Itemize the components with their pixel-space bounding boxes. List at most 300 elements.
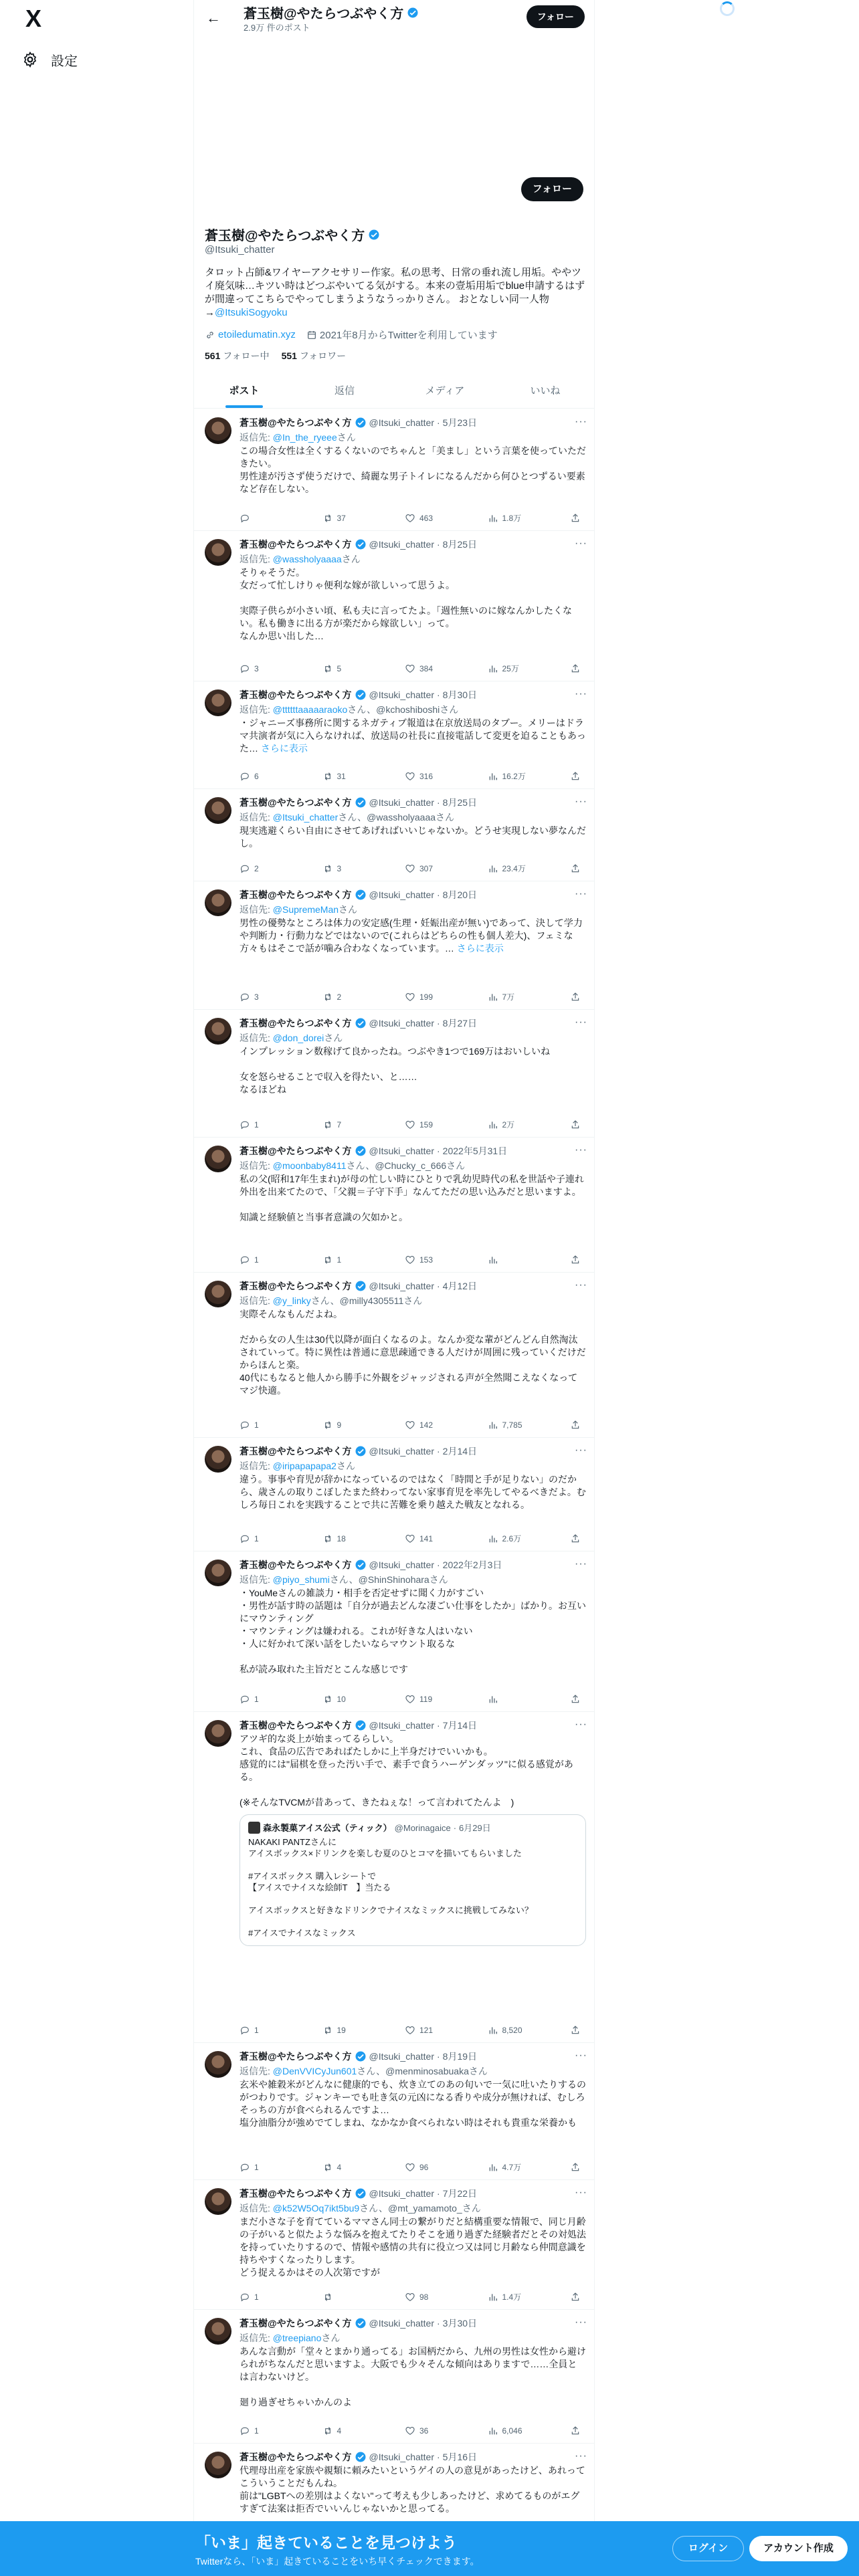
reply-icon bbox=[240, 663, 250, 674]
like-count: 119 bbox=[419, 1695, 433, 1704]
tweet-date[interactable]: 5月16日 bbox=[442, 2452, 478, 2462]
settings-nav-item[interactable] bbox=[15, 43, 84, 76]
verified-badge-icon bbox=[407, 7, 419, 19]
like-button[interactable] bbox=[405, 1255, 445, 1265]
tweet-header bbox=[240, 1279, 586, 1293]
tweet-date[interactable]: 2月14日 bbox=[442, 1446, 478, 1457]
views-button[interactable] bbox=[488, 991, 528, 1002]
tweet-date[interactable]: 8月30日 bbox=[442, 689, 478, 700]
avatar[interactable] bbox=[205, 1720, 231, 1747]
reply-mention[interactable]: @treepiano bbox=[272, 2333, 322, 2343]
quoted-tweet[interactable] bbox=[240, 1814, 586, 1946]
author-handle[interactable]: @Itsuki_chatter bbox=[369, 1281, 434, 1291]
followers-link[interactable] bbox=[282, 349, 347, 362]
share-button[interactable] bbox=[570, 863, 581, 874]
avatar[interactable] bbox=[205, 2188, 231, 2215]
tweet-actions bbox=[240, 1533, 581, 1544]
author-name[interactable]: 蒼玉樹@やたらつぶやく方 bbox=[240, 1146, 352, 1156]
like-button[interactable] bbox=[405, 512, 445, 524]
like-button[interactable] bbox=[405, 1533, 445, 1544]
like-button[interactable] bbox=[405, 2291, 445, 2302]
avatar[interactable] bbox=[205, 689, 231, 716]
tab-posts[interactable]: ポスト bbox=[194, 373, 294, 408]
view-count: 1.8万 bbox=[502, 514, 522, 523]
views-button[interactable] bbox=[488, 512, 528, 524]
tweet-body bbox=[240, 1558, 586, 1676]
header-name-row bbox=[244, 3, 419, 22]
reply-prefix: 返信先: bbox=[240, 2066, 270, 2076]
reply-prefix: 返信先: bbox=[240, 904, 270, 915]
reply-prefix: 返信先: bbox=[240, 1295, 270, 1306]
share-button[interactable] bbox=[570, 512, 581, 524]
author-name[interactable]: 蒼玉樹@やたらつぶやく方 bbox=[240, 689, 352, 700]
share-button[interactable] bbox=[570, 2161, 581, 2173]
quote-date: 6月29日 bbox=[459, 1822, 491, 1833]
tweet-text bbox=[240, 445, 586, 496]
left-sidebar bbox=[0, 0, 193, 2576]
login-button[interactable]: ログイン bbox=[672, 2536, 744, 2561]
avatar[interactable] bbox=[205, 2051, 231, 2078]
tweet-actions bbox=[240, 2291, 581, 2302]
views-button[interactable] bbox=[488, 1694, 528, 1705]
reply-button[interactable] bbox=[240, 863, 280, 874]
tweet-header bbox=[240, 796, 586, 809]
more-options-icon[interactable]: ··· bbox=[575, 1444, 587, 1456]
views-button[interactable] bbox=[488, 2291, 528, 2302]
profile-meta bbox=[205, 328, 498, 342]
more-options-icon[interactable]: ··· bbox=[575, 2050, 587, 2061]
share-button[interactable] bbox=[570, 2291, 581, 2302]
author-handle[interactable]: @Itsuki_chatter bbox=[369, 2188, 434, 2199]
signup-button[interactable]: アカウント作成 bbox=[749, 2536, 848, 2561]
tweet-body bbox=[240, 2317, 586, 2409]
verified-badge-icon bbox=[355, 2317, 367, 2329]
reply-mention[interactable]: @iripapapapa2 bbox=[272, 1461, 337, 1471]
reply-suffix: さん、@milly4305511さん bbox=[310, 1295, 423, 1306]
tweet[interactable] bbox=[194, 2043, 595, 2180]
like-button[interactable] bbox=[405, 991, 445, 1002]
share-button[interactable] bbox=[570, 1119, 581, 1130]
like-count: 142 bbox=[419, 1420, 434, 1430]
more-options-icon[interactable]: ··· bbox=[575, 416, 587, 427]
tweet-text-content: アツギ的な炎上が始まってるらしい。 これ、食品の広告であればたしかに上半身だけでいいかも。 感覚的には"届棋を登った汚い手で、素手で食うハーゲンダッツ"に似る感覚がある。 (※そんなTVCMが昔あって、きたねぇな！って言われてたんよ ) bbox=[240, 1733, 573, 1808]
retweet-button[interactable] bbox=[322, 1119, 363, 1130]
author-name[interactable]: 蒼玉樹@やたらつぶやく方 bbox=[240, 889, 352, 900]
like-count: 36 bbox=[419, 2426, 429, 2436]
retweet-button[interactable] bbox=[322, 2291, 363, 2302]
tweet-actions bbox=[240, 663, 581, 674]
retweet-button[interactable] bbox=[322, 663, 363, 674]
reply-button[interactable] bbox=[240, 1694, 280, 1705]
avatar[interactable] bbox=[205, 1146, 231, 1172]
reply-button[interactable] bbox=[240, 2426, 280, 2436]
views-button[interactable] bbox=[488, 770, 528, 782]
views-button[interactable] bbox=[488, 1255, 528, 1265]
more-options-icon[interactable]: ··· bbox=[575, 1016, 587, 1028]
like-button[interactable] bbox=[405, 663, 445, 674]
retweet-icon bbox=[322, 992, 333, 1002]
reply-context bbox=[240, 2331, 586, 2345]
views-button[interactable] bbox=[488, 663, 528, 674]
share-icon bbox=[570, 1255, 581, 1265]
tweet-body bbox=[240, 1719, 586, 1946]
reply-count: 3 bbox=[254, 992, 259, 1002]
tweet[interactable] bbox=[194, 1138, 595, 1273]
views-chart-icon bbox=[488, 513, 498, 524]
profile-name: 蒼玉樹@やたらつぶやく方 bbox=[205, 229, 365, 243]
views-button[interactable] bbox=[488, 2025, 528, 2036]
retweet-icon bbox=[322, 663, 333, 674]
author-name[interactable]: 蒼玉樹@やたらつぶやく方 bbox=[240, 2318, 352, 2329]
following-label: フォロー中 bbox=[223, 350, 270, 361]
author-name[interactable]: 蒼玉樹@やたらつぶやく方 bbox=[240, 1720, 352, 1731]
reply-mention[interactable]: @DenVVICyJun601 bbox=[272, 2066, 357, 2076]
tweet-text bbox=[240, 2345, 586, 2409]
share-button[interactable] bbox=[570, 2426, 581, 2436]
tweet[interactable] bbox=[194, 1273, 595, 1438]
tweet-date[interactable]: 8月25日 bbox=[442, 797, 478, 808]
author-name[interactable]: 蒼玉樹@やたらつぶやく方 bbox=[240, 1446, 352, 1457]
more-options-icon[interactable]: ··· bbox=[575, 2450, 587, 2462]
reply-suffix: さん bbox=[339, 904, 358, 915]
like-count: 141 bbox=[419, 1533, 434, 1543]
more-options-icon[interactable]: ··· bbox=[575, 538, 587, 549]
author-name[interactable]: 蒼玉樹@やたらつぶやく方 bbox=[240, 417, 352, 428]
share-button[interactable] bbox=[570, 1694, 581, 1705]
author-handle[interactable]: @Itsuki_chatter bbox=[369, 2051, 434, 2062]
views-chart-icon bbox=[488, 2162, 498, 2173]
like-heart-icon bbox=[405, 513, 415, 524]
view-count: 4.7万 bbox=[502, 2163, 522, 2172]
author-handle[interactable]: @Itsuki_chatter bbox=[369, 1018, 434, 1029]
more-options-icon[interactable]: ··· bbox=[575, 888, 587, 899]
retweet-button[interactable] bbox=[322, 1694, 363, 1705]
more-options-icon[interactable]: ··· bbox=[575, 2187, 587, 2198]
tweet[interactable] bbox=[194, 789, 595, 881]
tweet-text-content: 男性の優勢なところは体力の安定感(生理・妊娠出産が無い)であって、決して学力や判断力・行動力などではないので(これらはどちらの性も個人差大)、フェミな方々もはそこで話が噛み合わなくなっています。… bbox=[240, 918, 583, 954]
views-button[interactable] bbox=[488, 2426, 528, 2436]
header-follow-button[interactable]: フォロー bbox=[527, 5, 585, 28]
reply-button[interactable] bbox=[240, 2291, 280, 2302]
author-handle[interactable]: @Itsuki_chatter bbox=[369, 797, 434, 808]
retweet-button[interactable] bbox=[322, 2426, 363, 2436]
more-options-icon[interactable]: ··· bbox=[575, 2317, 587, 2328]
avatar[interactable] bbox=[205, 1560, 231, 1586]
retweet-button[interactable] bbox=[322, 863, 363, 874]
like-button[interactable] bbox=[405, 863, 445, 874]
share-button[interactable] bbox=[570, 2025, 581, 2036]
reply-mention[interactable]: @SupremeMan bbox=[272, 904, 339, 915]
quote-author-handle: @Morinagaice bbox=[394, 1822, 451, 1833]
view-count: 8,520 bbox=[502, 2026, 522, 2035]
retweet-button[interactable] bbox=[322, 1420, 363, 1430]
tweet-actions bbox=[240, 1119, 581, 1130]
retweet-icon bbox=[322, 1533, 333, 1544]
tweet-body bbox=[240, 538, 586, 643]
tweet-date[interactable]: 5月23日 bbox=[442, 417, 478, 428]
reply-icon bbox=[240, 2292, 250, 2302]
tweet-date[interactable]: 7月22日 bbox=[442, 2188, 478, 2199]
tweet-text bbox=[240, 825, 586, 850]
like-button[interactable] bbox=[405, 2426, 445, 2436]
avatar[interactable] bbox=[205, 797, 231, 824]
tweet-text-content: この場合女性は全くするくないのでちゃんと「美まし」という言葉を使っていただきたい。 男性達が汚さず使うだけで、綺麗な男子トイレになるんだから何ひとつずるい要素など存在しない。 bbox=[240, 445, 586, 494]
like-button[interactable] bbox=[405, 2025, 445, 2036]
like-count: 159 bbox=[419, 1119, 434, 1130]
reply-button[interactable] bbox=[240, 1420, 280, 1430]
prompt-title: 「いま」起きていることを見つけよう bbox=[195, 2534, 457, 2551]
header-name: 蒼玉樹@やたらつぶやく方 bbox=[244, 7, 404, 21]
tweet[interactable] bbox=[194, 2310, 595, 2444]
tweet-actions bbox=[240, 2025, 581, 2036]
tweet-text-content: ・YouMeさんの雑談力・相手を否定せずに聞く力がすごい ・男性が話す時の話題は「自分が過去どんな凄ごい仕事をしたか」ばかり。お互いにマウンティング ・マウンティングは嫌われる。これが好きな人はいない ・人に好かれて深い話をしたいならマウント取るな 私が読み取れた主旨だとこんな感じです bbox=[240, 1588, 586, 1675]
reply-mention[interactable]: @piyo_shumi bbox=[272, 1574, 330, 1585]
reply-suffix: さん、@ShinShinoharaさん bbox=[329, 1574, 448, 1585]
view-count: 16.2万 bbox=[502, 772, 526, 781]
like-heart-icon bbox=[405, 2292, 415, 2302]
reply-mention[interactable]: @wassholyaaaa bbox=[272, 554, 342, 564]
x-logo[interactable]: X bbox=[25, 5, 41, 32]
retweet-button[interactable] bbox=[322, 2025, 363, 2036]
like-button[interactable] bbox=[405, 1119, 445, 1130]
share-button[interactable] bbox=[570, 663, 581, 674]
views-button[interactable] bbox=[488, 1533, 528, 1544]
like-button[interactable] bbox=[405, 770, 445, 782]
retweet-button[interactable] bbox=[322, 2161, 363, 2173]
view-count: 1.4万 bbox=[502, 2292, 522, 2302]
bio-link[interactable]: @ItsukiSogyoku bbox=[215, 307, 288, 318]
share-button[interactable] bbox=[570, 770, 581, 782]
author-handle[interactable]: @Itsuki_chatter bbox=[369, 889, 434, 900]
retweet-icon bbox=[322, 1255, 333, 1265]
like-button[interactable] bbox=[405, 1694, 445, 1705]
author-name[interactable]: 蒼玉樹@やたらつぶやく方 bbox=[240, 2188, 352, 2199]
tweet-date[interactable]: 8月25日 bbox=[442, 539, 478, 550]
verified-badge-icon bbox=[355, 1280, 367, 1292]
back-arrow-icon[interactable]: ← bbox=[206, 9, 221, 26]
tweet-date[interactable]: 8月27日 bbox=[442, 1018, 478, 1029]
dot-separator: · bbox=[437, 1146, 440, 1156]
reply-button[interactable] bbox=[240, 663, 280, 674]
reply-mention[interactable]: @In_the_ryeee bbox=[272, 432, 337, 443]
like-heart-icon bbox=[405, 863, 415, 874]
tweet-actions bbox=[240, 1420, 581, 1430]
retweet-icon bbox=[322, 771, 333, 782]
tweet[interactable] bbox=[194, 531, 595, 681]
show-more-link[interactable]: さらに表示 bbox=[260, 743, 308, 754]
more-options-icon[interactable]: ··· bbox=[575, 796, 587, 807]
author-handle[interactable]: @Itsuki_chatter bbox=[369, 689, 434, 700]
reply-context bbox=[240, 1459, 586, 1473]
retweet-button[interactable] bbox=[322, 1533, 363, 1544]
share-icon bbox=[570, 1420, 581, 1430]
tweet-date[interactable]: 2022年5月31日 bbox=[442, 1146, 508, 1156]
retweet-button[interactable] bbox=[322, 512, 363, 524]
views-chart-icon bbox=[488, 1420, 498, 1430]
tweet-date[interactable]: 7月14日 bbox=[442, 1720, 478, 1731]
avatar[interactable] bbox=[205, 889, 231, 916]
reply-button[interactable] bbox=[240, 2025, 280, 2036]
followers-count: 551 bbox=[281, 350, 297, 361]
like-button[interactable] bbox=[405, 2161, 445, 2173]
avatar[interactable] bbox=[205, 539, 231, 566]
reply-button[interactable] bbox=[240, 991, 280, 1002]
like-button[interactable] bbox=[405, 1420, 445, 1430]
views-button[interactable] bbox=[488, 1420, 528, 1430]
author-handle[interactable]: @Itsuki_chatter bbox=[369, 2452, 434, 2462]
reply-button[interactable] bbox=[240, 1255, 280, 1265]
reply-mention[interactable]: @don_dorei bbox=[272, 1033, 324, 1043]
author-handle[interactable]: @Itsuki_chatter bbox=[369, 1720, 434, 1731]
tweet-date[interactable]: 2022年2月3日 bbox=[442, 1560, 502, 1570]
tweet[interactable] bbox=[194, 681, 595, 789]
author-name[interactable]: 蒼玉樹@やたらつぶやく方 bbox=[240, 797, 352, 808]
tweet[interactable] bbox=[194, 2180, 595, 2310]
views-button[interactable] bbox=[488, 1119, 528, 1130]
more-options-icon[interactable]: ··· bbox=[575, 1279, 587, 1291]
tweet-text-content: ・ジャニーズ事務所に関するネガティブ報道は在京放送局のタブー。メリーはドラマ共演者が気に入らなければ、放送局の社長に直接電話して変更を迫ることもあった… bbox=[240, 718, 586, 754]
share-button[interactable] bbox=[570, 1420, 581, 1430]
tweet-body bbox=[240, 2450, 586, 2515]
retweet-count: 31 bbox=[337, 771, 346, 781]
tweet[interactable] bbox=[194, 1712, 595, 2043]
tweet-text bbox=[240, 1045, 586, 1096]
avatar[interactable] bbox=[205, 1018, 231, 1045]
reply-mention[interactable]: @ttttttaaaaaraoko bbox=[272, 704, 348, 715]
reply-button[interactable] bbox=[240, 512, 280, 524]
tweet-text bbox=[240, 717, 586, 755]
views-chart-icon bbox=[488, 1255, 498, 1265]
tweet-date[interactable]: 3月30日 bbox=[442, 2318, 478, 2329]
author-handle[interactable]: @Itsuki_chatter bbox=[369, 1446, 434, 1457]
following-count: 561 bbox=[205, 350, 221, 361]
following-link[interactable] bbox=[205, 349, 270, 362]
author-handle[interactable]: @Itsuki_chatter bbox=[369, 1146, 434, 1156]
more-options-icon[interactable]: ··· bbox=[575, 1719, 587, 1730]
reply-button[interactable] bbox=[240, 770, 280, 782]
reply-button[interactable] bbox=[240, 2161, 280, 2173]
share-button[interactable] bbox=[570, 991, 581, 1002]
like-count: 98 bbox=[419, 2292, 429, 2302]
tweet-text-content: 玄米や雑穀米がどんなに健康的でも、炊き立てのあの旬いで一気に吐いたりするのがつわりです。ジャンキーでも吐き気の元凶になる香りや成分が無ければ、むしろそっちの方が食べられるんですよ… 塩分油脂分が強めでてしまね、なかなか食べられない時はそれも貴重な栄養かも bbox=[240, 2079, 586, 2128]
author-handle[interactable]: @Itsuki_chatter bbox=[369, 417, 434, 428]
tab-replies[interactable]: 返信 bbox=[334, 385, 355, 397]
website-link[interactable]: etoiledumatin.xyz bbox=[218, 329, 296, 340]
reply-mention[interactable]: @y_linky bbox=[272, 1295, 311, 1306]
views-chart-icon bbox=[488, 771, 498, 782]
reply-mention[interactable]: @moonbaby8411 bbox=[272, 1160, 347, 1171]
reply-button[interactable] bbox=[240, 1533, 280, 1544]
share-button[interactable] bbox=[570, 1255, 581, 1265]
reply-suffix: さん bbox=[321, 2333, 341, 2343]
tweet-header bbox=[240, 1016, 586, 1030]
link-icon bbox=[205, 330, 215, 340]
reply-count: 1 bbox=[254, 2026, 259, 2035]
tweet[interactable] bbox=[194, 1438, 595, 1551]
avatar[interactable] bbox=[205, 1446, 231, 1473]
tab-likes[interactable]: いいね bbox=[530, 385, 561, 397]
retweet-icon bbox=[322, 1694, 333, 1705]
tab-media[interactable]: メディア bbox=[425, 385, 465, 397]
calendar-icon bbox=[306, 330, 317, 340]
verified-badge-icon bbox=[355, 417, 367, 429]
retweet-icon bbox=[322, 2292, 333, 2302]
author-name[interactable]: 蒼玉樹@やたらつぶやく方 bbox=[240, 1018, 352, 1029]
avatar[interactable] bbox=[205, 1281, 231, 1307]
view-count: 25万 bbox=[502, 664, 519, 673]
author-name[interactable]: 蒼玉樹@やたらつぶやく方 bbox=[240, 539, 352, 550]
reply-prefix: 返信先: bbox=[240, 704, 270, 715]
more-options-icon[interactable]: ··· bbox=[575, 1558, 587, 1570]
settings-label: 設定 bbox=[51, 53, 78, 69]
tweet-actions bbox=[240, 991, 581, 1002]
tweet[interactable] bbox=[194, 409, 595, 531]
avatar[interactable] bbox=[205, 417, 231, 444]
tweet[interactable] bbox=[194, 1010, 595, 1138]
views-button[interactable] bbox=[488, 2161, 528, 2173]
author-handle[interactable]: @Itsuki_chatter bbox=[369, 539, 434, 550]
tweet-date[interactable]: 8月20日 bbox=[442, 889, 478, 900]
reply-button[interactable] bbox=[240, 1119, 280, 1130]
retweet-icon bbox=[322, 2162, 333, 2173]
author-name[interactable]: 蒼玉樹@やたらつぶやく方 bbox=[240, 1560, 352, 1570]
views-button[interactable] bbox=[488, 863, 528, 874]
tweet-text bbox=[240, 566, 586, 643]
retweet-icon bbox=[322, 2426, 333, 2436]
reply-icon bbox=[240, 1533, 250, 1544]
verified-badge-icon bbox=[355, 796, 367, 809]
reply-prefix: 返信先: bbox=[240, 1461, 270, 1471]
top-bar bbox=[194, 0, 595, 35]
tweet-actions bbox=[240, 863, 581, 874]
author-handle[interactable]: @Itsuki_chatter bbox=[369, 1560, 434, 1570]
tweet-date[interactable]: 8月19日 bbox=[442, 2051, 478, 2062]
tweet[interactable] bbox=[194, 881, 595, 1010]
reply-context bbox=[240, 1573, 586, 1586]
view-count: 7万 bbox=[502, 992, 515, 1002]
reply-prefix: 返信先: bbox=[240, 1574, 270, 1585]
tweet[interactable] bbox=[194, 1551, 595, 1712]
avatar[interactable] bbox=[205, 2318, 231, 2345]
share-button[interactable] bbox=[570, 1533, 581, 1544]
tweet-date[interactable]: 4月12日 bbox=[442, 1281, 478, 1291]
reply-suffix: さん、@kchoshiboshiさん bbox=[347, 704, 459, 715]
tweet-text bbox=[240, 1733, 586, 1809]
retweet-button[interactable] bbox=[322, 770, 363, 782]
author-name[interactable]: 蒼玉樹@やたらつぶやく方 bbox=[240, 2452, 352, 2462]
tweet-actions bbox=[240, 512, 581, 524]
more-options-icon[interactable]: ··· bbox=[575, 1144, 587, 1156]
reply-mention[interactable]: @Itsuki_chatter bbox=[272, 812, 339, 823]
more-options-icon[interactable]: ··· bbox=[575, 688, 587, 700]
tweet-text-content: そりゃそうだ。 女だって忙しけりゃ便利な嫁が欲しいって思うよ。 実際子供らが小さい頃、私も夫に言ってたよ。「週性無いのに嫁なんかしたくない。私も働きに出る方が楽だから嫁欲しい」って。 なんか思い出した… bbox=[240, 567, 572, 641]
dot-separator: · bbox=[437, 2452, 440, 2462]
author-name[interactable]: 蒼玉樹@やたらつぶやく方 bbox=[240, 2051, 352, 2062]
retweet-button[interactable] bbox=[322, 991, 363, 1002]
avatar[interactable] bbox=[205, 2452, 231, 2478]
retweet-button[interactable] bbox=[322, 1255, 363, 1265]
tweet-text-content: まだ小さな子を育てているママさん同士の繋がりだと結構重要な情報で、同じ月齢の子がいると似たような悩みを抱えてたりそこを通り過ぎた経験者だとその対処法を持っていたりするので、情報や感情の共有に役立つ又は同じ月齢なら仲間意識を持ちやすくなったりします。 どう捉えるかはその人次第ですが bbox=[240, 2216, 586, 2278]
reply-mention[interactable]: @k52W5Oq7ikt5bu9 bbox=[272, 2203, 360, 2214]
show-more-link[interactable]: さらに表示 bbox=[456, 943, 504, 954]
tweet-header bbox=[240, 688, 586, 702]
tweet-actions bbox=[240, 1255, 581, 1265]
author-handle[interactable]: @Itsuki_chatter bbox=[369, 2318, 434, 2329]
tweet-text-content: インプレッション数稼げて良かったね。つぶやき1つで169万はおいしいね 女を怒らせることで収入を得たい、と…… なるほどね bbox=[240, 1046, 551, 1095]
author-name[interactable]: 蒼玉樹@やたらつぶやく方 bbox=[240, 1281, 352, 1291]
reply-prefix: 返信先: bbox=[240, 1160, 270, 1171]
follow-button[interactable]: フォロー bbox=[521, 177, 583, 201]
